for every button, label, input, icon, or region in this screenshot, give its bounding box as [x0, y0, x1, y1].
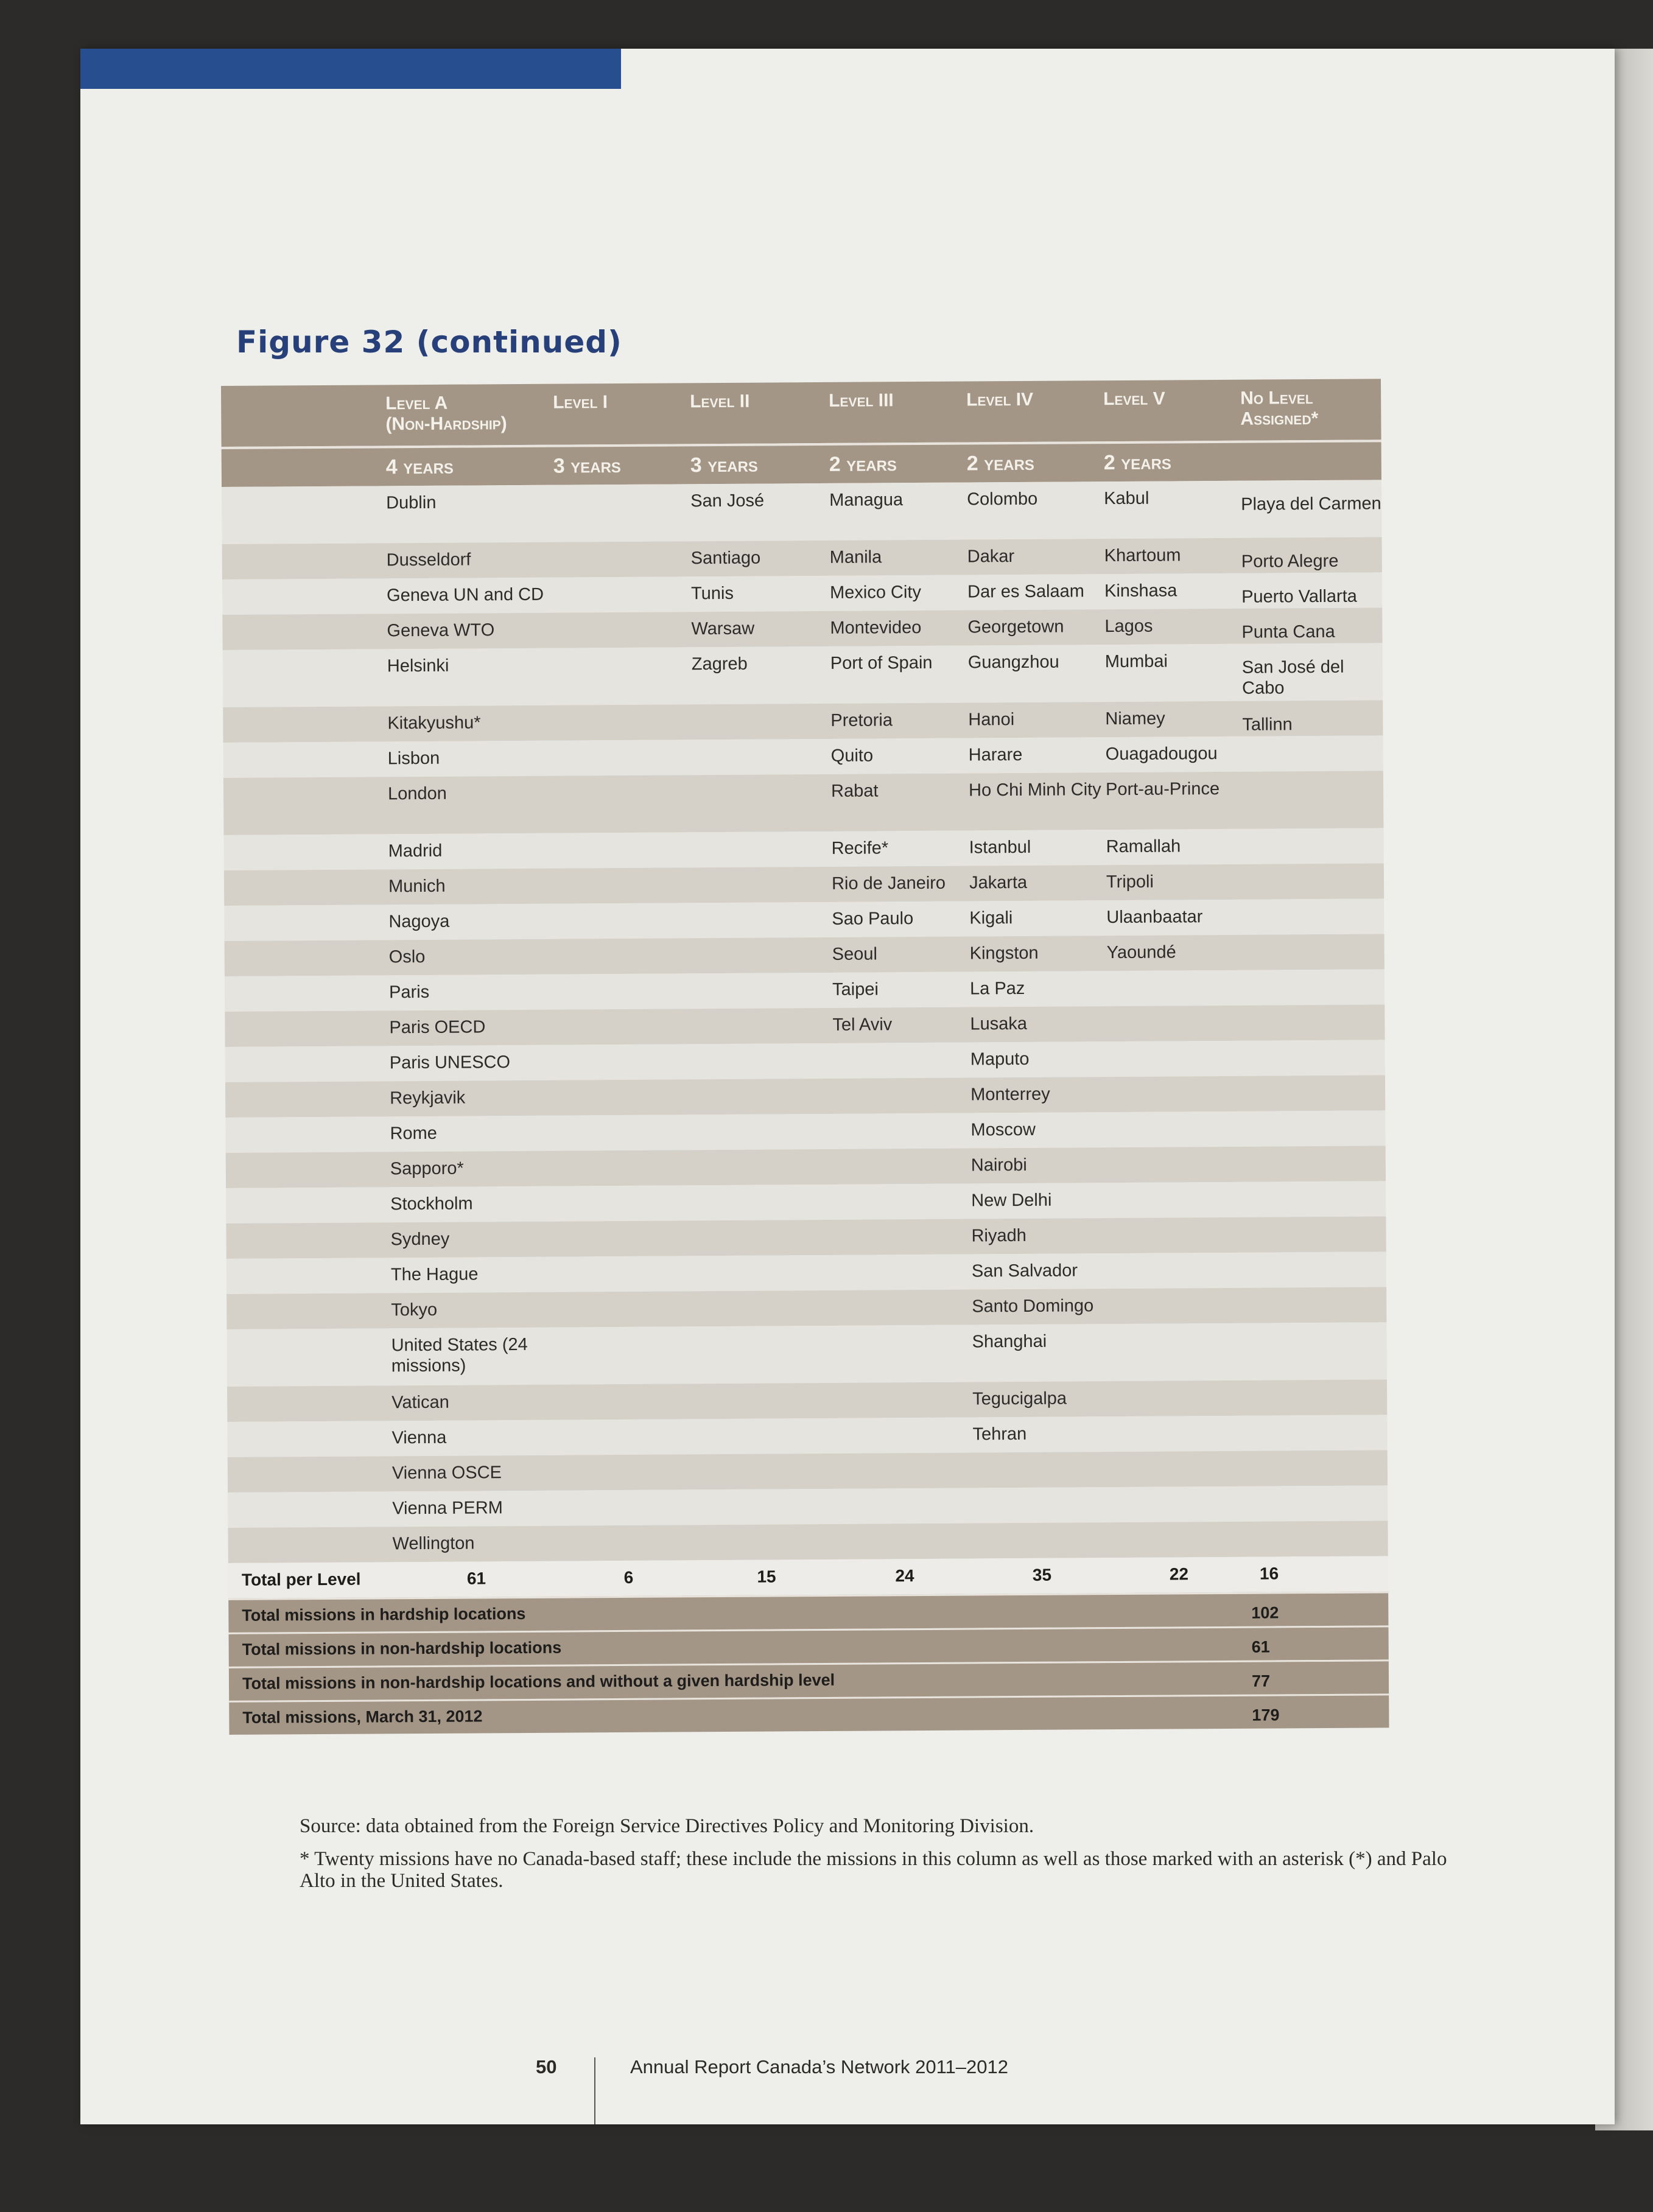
cell-no-level: Punta Cana	[1241, 621, 1335, 642]
cell-level-iv: Tegucigalpa	[972, 1388, 1067, 1409]
cell-no-level	[1245, 1146, 1386, 1181]
cell-level-i	[557, 1044, 694, 1080]
cell-level-i	[555, 704, 692, 740]
cell-level-i	[557, 1115, 694, 1150]
cell-level-v	[1107, 1006, 1244, 1041]
cell-level-iv: Colombo	[967, 489, 1038, 509]
cell-level-a: Reykjavik	[390, 1088, 466, 1108]
cell-level-v	[1110, 1451, 1247, 1487]
summary-row-no-level	[229, 1659, 1389, 1701]
cell-level-ii	[692, 739, 831, 775]
cell-level-iv: New Delhi	[971, 1190, 1052, 1211]
cell-level-a: Vienna	[391, 1427, 447, 1448]
cell-level-ii	[692, 774, 832, 832]
cell-level-iii	[833, 1113, 970, 1149]
cell-level-iv: San Salvador	[971, 1261, 1078, 1281]
summary-row-hardship	[228, 1591, 1388, 1633]
cell-level-i	[560, 1489, 697, 1525]
cell-level-iii: Sao Paulo	[832, 909, 914, 929]
cell-level-a: Kitakyushu*	[387, 713, 481, 733]
total-level-a: 61	[466, 1569, 486, 1588]
header-level-a: Level A (Non-Hardship)	[385, 393, 507, 435]
cell-level-iii	[834, 1219, 971, 1255]
table-row	[222, 480, 1382, 544]
page-footer	[536, 2056, 1008, 2078]
cell-level-ii	[693, 937, 832, 973]
cell-level-a: Dublin	[386, 492, 437, 513]
table-row	[223, 771, 1384, 835]
cell-level-iv: Jakarta	[969, 872, 1028, 893]
cell-level-ii	[696, 1418, 835, 1454]
summary-label: Total missions, March 31, 2012	[242, 1707, 483, 1727]
cell-level-iv: Maputo	[970, 1049, 1030, 1069]
cell-level-iii	[833, 1043, 970, 1079]
total-level-ii: 15	[757, 1567, 776, 1586]
duration-no-level	[1241, 442, 1381, 480]
cell-level-iii: Mexico City	[829, 582, 922, 603]
cell-level-a: Geneva UN and CD	[387, 584, 544, 606]
cell-level-i	[558, 1185, 695, 1221]
cell-level-iii	[834, 1148, 971, 1184]
cell-level-ii	[697, 1454, 835, 1489]
cell-no-level: Porto Alegre	[1241, 551, 1339, 572]
cell-level-ii	[695, 1290, 834, 1326]
cell-level-v: Ramallah	[1106, 836, 1181, 857]
header-level-v: Level V	[1103, 388, 1165, 410]
cell-no-level	[1244, 1040, 1385, 1076]
cell-level-iv: Guangzhou	[967, 652, 1059, 673]
duration-level-v: 2 years	[1103, 450, 1171, 475]
cell-level-ii	[694, 1079, 833, 1115]
cell-level-i	[554, 612, 691, 648]
cell-level-ii	[697, 1489, 835, 1525]
table-notes	[300, 1815, 1456, 1903]
cell-level-ii: Zagreb	[691, 654, 748, 674]
cell-no-level: Puerto Vallarta	[1241, 586, 1357, 607]
cell-level-ii	[695, 1255, 834, 1291]
cell-no-level	[1246, 1379, 1387, 1415]
cell-level-ii	[694, 1114, 833, 1150]
summary-value: 61	[1251, 1637, 1270, 1656]
cell-level-iii: Seoul	[832, 944, 877, 964]
cell-level-a: Lisbon	[387, 748, 440, 769]
cell-level-iii	[834, 1254, 972, 1290]
cell-level-iii: Recife*	[831, 838, 889, 858]
cell-level-iv: Nairobi	[970, 1155, 1027, 1175]
cell-level-iv: La Paz	[969, 978, 1025, 999]
cell-level-iv: Riyadh	[971, 1225, 1027, 1246]
cell-no-level	[1244, 1075, 1385, 1111]
cell-level-v	[1107, 1111, 1244, 1147]
cell-no-level	[1244, 1110, 1385, 1146]
cell-level-v	[1109, 1253, 1246, 1289]
cell-level-v: Kabul	[1104, 488, 1149, 509]
cell-level-a: Geneva WTO	[387, 620, 495, 641]
cell-level-iii	[834, 1183, 971, 1219]
summary-label: Total missions in non-hardship locations and without a given hardship level	[242, 1670, 835, 1693]
cell-level-v	[1109, 1381, 1246, 1416]
cell-level-i	[560, 1525, 697, 1561]
cell-level-iv: Georgetown	[967, 617, 1064, 637]
total-level-i: 6	[623, 1567, 634, 1587]
cell-level-a: London	[388, 783, 447, 804]
cell-level-a: Munich	[388, 876, 446, 897]
cell-level-v	[1107, 1076, 1244, 1112]
cell-level-a: Vatican	[391, 1392, 449, 1413]
cell-level-v	[1109, 1416, 1246, 1452]
cell-level-a: Wellington	[392, 1533, 475, 1554]
level-header-row	[221, 379, 1381, 447]
duration-level-iv: 2 years	[966, 451, 1034, 475]
cell-level-iv: Istanbul	[969, 837, 1031, 858]
cell-level-ii	[695, 1185, 834, 1220]
cell-level-iii	[835, 1488, 973, 1524]
cell-level-i	[556, 973, 693, 1009]
cell-level-ii: San José	[690, 491, 765, 511]
cell-level-iii	[835, 1452, 973, 1488]
source-note: Source: data obtained from the Foreign Service Directives Policy and Monitoring Division.	[300, 1815, 1034, 1837]
cell-level-i	[554, 576, 691, 612]
duration-level-iii: 2 years	[829, 452, 897, 476]
cell-level-ii	[693, 867, 832, 903]
header-no-level: No Level Assigned*	[1240, 388, 1319, 429]
cell-no-level	[1243, 863, 1384, 899]
cell-level-a: Madrid	[388, 841, 443, 861]
cell-level-ii: Warsaw	[691, 618, 755, 639]
cell-level-v	[1109, 1323, 1246, 1381]
cell-no-level: Playa del Carmen	[1241, 494, 1381, 514]
cell-level-i	[555, 740, 692, 775]
cell-level-iv	[973, 1487, 1110, 1523]
summary-label: Total missions in hardship locations	[242, 1604, 526, 1625]
cell-level-iv: Shanghai	[972, 1331, 1047, 1352]
cell-no-level	[1243, 735, 1383, 771]
cell-level-i	[556, 938, 693, 974]
cell-level-ii	[695, 1326, 835, 1384]
cell-level-a: United States (24 missions)	[391, 1334, 528, 1376]
footer-title: Annual Report Canada’s Network 2011–2012	[630, 2056, 1008, 2077]
cell-level-iii: Montevideo	[830, 617, 922, 638]
cell-level-ii	[695, 1220, 834, 1256]
cell-no-level	[1245, 1181, 1386, 1217]
cell-level-iii	[835, 1523, 973, 1559]
cell-level-iv: Tehran	[972, 1424, 1027, 1444]
cell-level-iv: Moscow	[970, 1119, 1036, 1140]
footer-divider	[594, 2057, 595, 2124]
cell-level-a: Dusseldorf	[386, 550, 471, 570]
cell-no-level	[1243, 898, 1384, 934]
summary-value: 102	[1251, 1603, 1279, 1622]
cell-level-i	[558, 1220, 695, 1256]
cell-level-iv: Santo Domingo	[972, 1296, 1094, 1317]
header-level-i: Level I	[553, 392, 608, 413]
cell-level-i	[558, 1150, 695, 1186]
cell-no-level	[1244, 934, 1385, 970]
cell-level-v: Mumbai	[1104, 651, 1168, 672]
table-row	[226, 1322, 1387, 1387]
cell-level-a: Paris OECD	[389, 1017, 486, 1038]
summary-value: 77	[1251, 1671, 1271, 1690]
cell-level-i	[555, 775, 693, 833]
cell-level-a: Sydney	[390, 1229, 450, 1250]
cell-level-ii: Santiago	[690, 548, 761, 569]
cell-no-level	[1246, 1415, 1387, 1451]
cell-level-i	[558, 1256, 695, 1292]
cell-level-i	[556, 903, 693, 939]
cell-level-v	[1107, 970, 1244, 1006]
cell-no-level	[1244, 969, 1385, 1005]
duration-level-ii: 3 years	[690, 453, 758, 477]
summary-value: 179	[1252, 1706, 1280, 1724]
cell-level-iii: Pretoria	[830, 710, 893, 730]
cell-level-iii	[833, 1078, 970, 1114]
cell-level-iv: Dakar	[967, 547, 1015, 567]
cell-level-v: Kinshasa	[1104, 581, 1177, 601]
cell-level-v	[1108, 1147, 1245, 1183]
cell-level-v: Port-au-Prince	[1105, 779, 1220, 800]
cell-level-iii	[834, 1289, 972, 1325]
cell-level-iv: Kingston	[969, 943, 1039, 964]
cell-level-iv: Kigali	[969, 908, 1013, 928]
cell-no-level	[1247, 1521, 1388, 1556]
cell-level-ii	[693, 902, 832, 938]
cell-level-iii: Quito	[830, 746, 874, 766]
cell-level-iv: Hanoi	[968, 710, 1015, 730]
cell-level-v: Niamey	[1105, 709, 1165, 729]
cell-level-i	[553, 484, 691, 542]
cell-level-a: Rome	[390, 1123, 437, 1144]
summary-label: Total missions in non-hardship locations	[242, 1638, 562, 1659]
cell-level-ii	[697, 1524, 835, 1560]
cell-no-level	[1246, 1322, 1387, 1380]
cell-level-a: Nagoya	[388, 911, 450, 932]
cell-level-iv: Monterrey	[970, 1084, 1050, 1105]
cell-level-ii	[695, 1149, 834, 1185]
cell-level-v	[1108, 1217, 1245, 1253]
cell-level-ii: Tunis	[691, 583, 734, 604]
cell-level-i	[555, 832, 692, 868]
cell-level-a: Paris UNESCO	[389, 1052, 511, 1073]
cell-level-v	[1110, 1486, 1247, 1522]
cell-level-ii	[694, 1043, 833, 1079]
cell-level-i	[556, 867, 693, 903]
total-level-iii: 24	[895, 1566, 914, 1586]
cell-level-v: Lagos	[1104, 616, 1153, 637]
cell-level-iii: Managua	[829, 490, 904, 510]
cell-level-a: Stockholm	[390, 1194, 473, 1214]
duration-level-i: 3 years	[553, 453, 621, 478]
cell-level-i	[559, 1419, 696, 1455]
cell-level-iv: Lusaka	[970, 1013, 1028, 1034]
cell-no-level	[1246, 1287, 1386, 1323]
cell-level-a: Tokyo	[391, 1300, 438, 1320]
figure-title: Figure 32 (continued)	[236, 324, 622, 360]
cell-level-i	[559, 1384, 696, 1419]
summary-row-total	[229, 1693, 1389, 1735]
total-no-level: 16	[1259, 1564, 1279, 1583]
cell-level-ii	[693, 973, 832, 1009]
cell-level-iii: Rio de Janeiro	[831, 873, 946, 894]
cell-level-a: Oslo	[388, 947, 426, 967]
cell-level-v	[1107, 1041, 1244, 1077]
cell-no-level	[1244, 1004, 1385, 1040]
cell-level-v: Tripoli	[1106, 872, 1154, 892]
cell-level-i	[556, 1009, 693, 1045]
cell-level-a: Vienna PERM	[392, 1498, 503, 1519]
cell-level-v: Yaoundé	[1106, 942, 1176, 963]
cell-level-i	[560, 1454, 697, 1490]
cell-level-iv: Ho Chi Minh City	[968, 780, 1101, 800]
cell-level-iv	[973, 1522, 1110, 1558]
table-row	[223, 643, 1383, 707]
cell-level-v	[1108, 1182, 1245, 1218]
cell-level-v	[1110, 1522, 1247, 1558]
cell-level-ii	[692, 831, 831, 867]
cell-level-v: Ulaanbaatar	[1106, 907, 1203, 928]
duration-level-a: 4 years	[385, 455, 454, 479]
duration-header-row	[222, 442, 1381, 487]
cell-no-level	[1247, 1450, 1388, 1486]
cell-level-a: The Hague	[390, 1264, 479, 1285]
cell-level-iv: Harare	[968, 744, 1023, 765]
cell-level-a: Helsinki	[387, 656, 449, 676]
cell-no-level	[1243, 828, 1383, 864]
cell-level-v: Ouagadougou	[1105, 744, 1218, 765]
cell-no-level	[1246, 1251, 1386, 1287]
cell-level-iv	[973, 1452, 1110, 1488]
cell-level-i	[554, 541, 691, 577]
cell-level-a: Vienna OSCE	[391, 1463, 502, 1483]
cell-level-iii: Port of Spain	[830, 653, 933, 673]
cell-level-ii	[696, 1383, 835, 1419]
total-per-level-row	[228, 1556, 1388, 1598]
header-level-iii: Level III	[829, 390, 894, 411]
asterisk-footnote: * Twenty missions have no Canada-based staff; these include the missions in this column as well as those marked with an asterisk (*) and Palo Alto in the United States.	[300, 1848, 1447, 1892]
cell-level-iii	[834, 1325, 972, 1382]
total-per-level-label: Total per Level	[241, 1569, 361, 1589]
cell-level-a: Sapporo*	[390, 1158, 464, 1179]
cell-level-iii	[835, 1382, 972, 1418]
header-level-ii: Level II	[690, 391, 750, 412]
cell-no-level	[1245, 1216, 1386, 1252]
corner-color-band	[80, 49, 621, 89]
cell-no-level	[1247, 1485, 1388, 1521]
cell-level-iii: Rabat	[830, 781, 879, 801]
cell-level-iii: Taipei	[832, 979, 879, 999]
header-level-iv: Level IV	[966, 389, 1034, 410]
page-number: 50	[536, 2056, 557, 2077]
cell-level-v: Khartoum	[1104, 545, 1181, 566]
cell-level-a: Paris	[388, 982, 430, 1003]
cell-no-level	[1243, 771, 1384, 828]
cell-level-v	[1109, 1288, 1246, 1324]
cell-level-iv: Dar es Salaam	[967, 581, 1084, 602]
cell-level-ii	[693, 1008, 832, 1044]
cell-level-i	[555, 647, 692, 705]
cell-no-level: Tallinn	[1242, 715, 1293, 735]
cell-level-i	[557, 1079, 694, 1115]
cell-level-iii: Tel Aviv	[832, 1015, 893, 1035]
missions-by-hardship-level-table	[221, 379, 1389, 1735]
cell-level-iii: Manila	[829, 547, 882, 567]
cell-level-i	[558, 1291, 695, 1327]
cell-no-level: San José del Cabo	[1241, 657, 1344, 698]
cell-level-ii	[692, 704, 830, 740]
total-level-v: 22	[1169, 1564, 1189, 1584]
total-level-iv: 35	[1032, 1565, 1052, 1584]
cell-level-i	[558, 1326, 696, 1384]
table-body	[222, 480, 1388, 1563]
summary-row-non-hardship	[229, 1625, 1389, 1667]
cell-level-iii	[835, 1417, 972, 1453]
